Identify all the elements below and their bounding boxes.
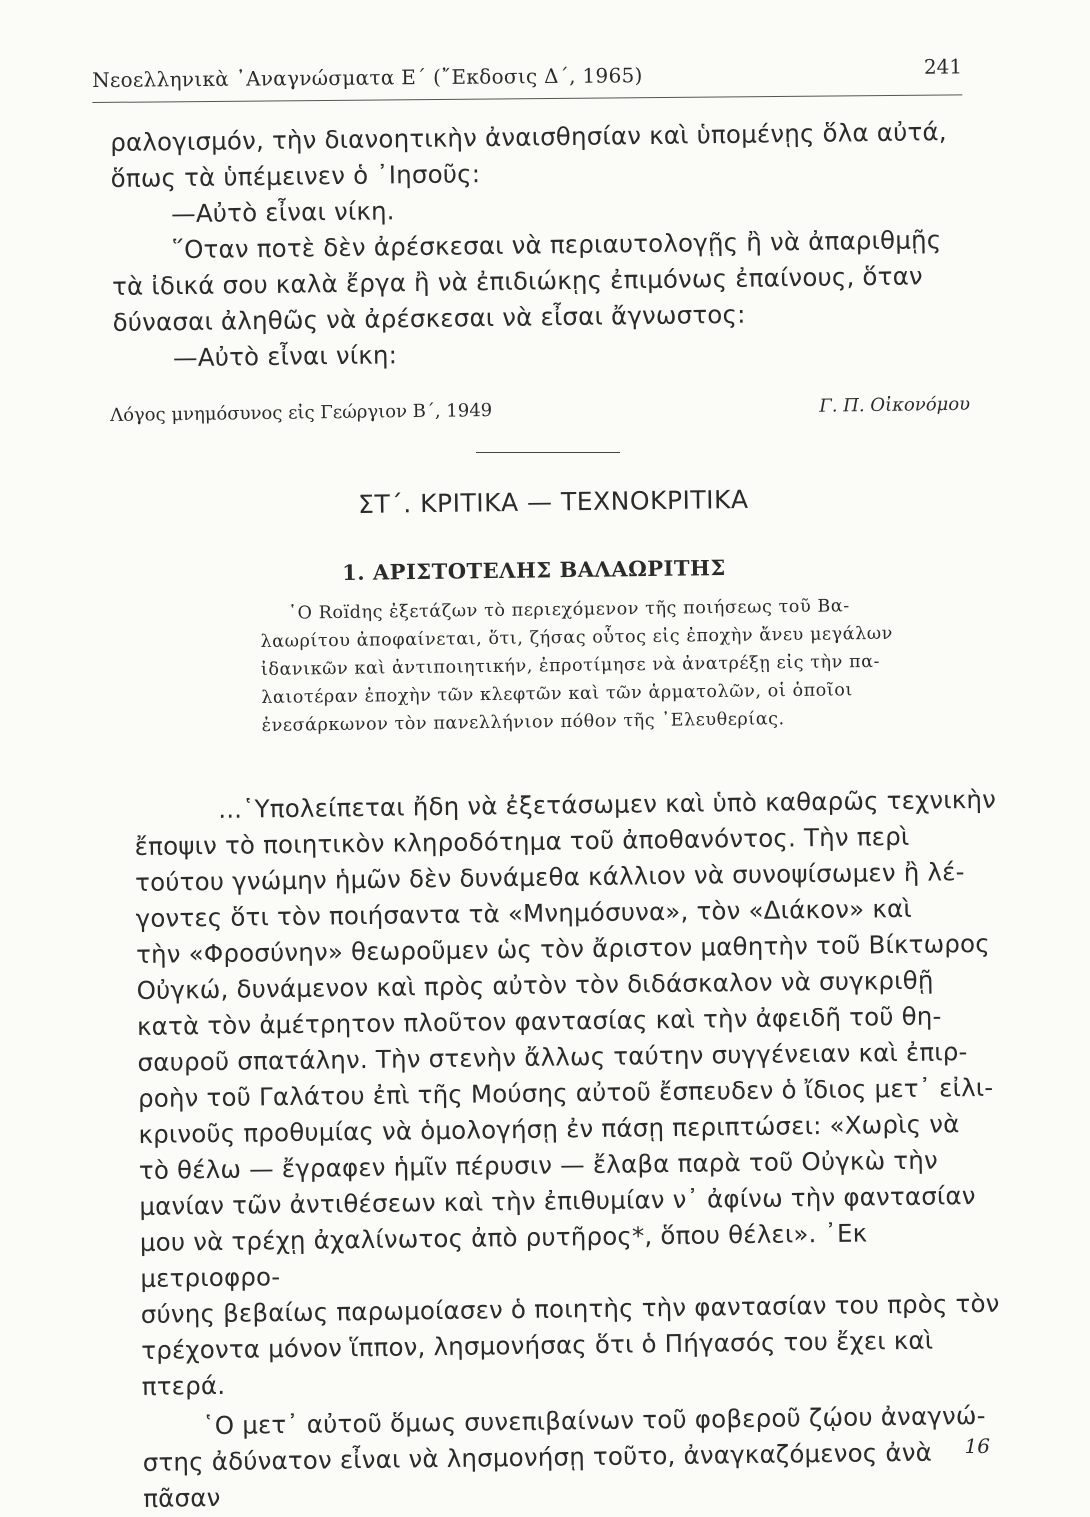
page-number: 241 bbox=[923, 54, 963, 79]
main-body bbox=[134, 782, 1005, 1517]
body-line: μου νὰ τρέχῃ ἀχαλίνωτος ἀπὸ ρυτῆρος*, ὅπου θέλει». ᾿Εκ μετριοφρο- bbox=[139, 1218, 868, 1293]
text-line: —Αὐτὸ εἶναι νίκη: bbox=[172, 340, 398, 373]
body-line: ῾Ο μετ᾿ αὐτοῦ ὅμως συνεπιβαίνων τοῦ φοβεροῦ ζῴου ἀναγνώ- bbox=[202, 1400, 986, 1441]
body-line: κατὰ τὸν ἀμέτρητον πλοῦτον φαντασίας καὶ τὴν ἀφειδῆ τοῦ θη- bbox=[136, 1001, 942, 1041]
body-line: τούτου γνώμην ἡμῶν δὲν δυνάμεθα κάλλιον νὰ συνοψίσωμεν ἢ λέ- bbox=[134, 857, 965, 897]
intro-line: λαωρίτου ἀποφαίνεται, ὅτι, ζήσας οὗτος εἰς ἐποχὴν ἄνευ μεγάλων bbox=[260, 623, 894, 652]
signature-folio: 16 bbox=[964, 1434, 990, 1458]
source-author: Γ. Π. Οἰκονόμου bbox=[819, 393, 971, 417]
closing-text-block bbox=[110, 114, 983, 377]
text-line: —Αὐτὸ εἶναι νίκη. bbox=[170, 196, 395, 229]
body-line: τὴν «Φροσύνην» θεωροῦμεν ὡς τὸν ἄριστον μαθητὴν τοῦ Βίκτωρος bbox=[135, 928, 991, 969]
body-line: ἔποψιν τὸ ποιητικὸν κληροδότημα τοῦ ἀποθανόντος. Τὴν περὶ bbox=[134, 821, 910, 861]
text-line: ῞Οταν ποτὲ δὲν ἀρέσκεσαι νὰ περιαυτολογῇς ἢ νὰ ἀπαριθμῇς bbox=[171, 225, 942, 265]
intro-line: ῾Ο Roïdης ἐξετάζων τὸ περιεχόμενον τῆς ποιήσεως τοῦ Βα- bbox=[288, 596, 850, 624]
section-title: ΣΤ΄. ΚΡΙΤΙΚΑ — ΤΕΧΝΟΚΡΙΤΙΚΑ bbox=[358, 484, 749, 519]
body-line: στης ἀδύνατον εἶναι νὰ λησμονήσῃ τοῦτο, ἀναγκαζόμενος ἀνὰ πᾶσαν bbox=[142, 1437, 933, 1513]
body-line: γοντες ὅτι τὸν ποιήσαντα τὰ «Μνημόσυνα», τὸν «Διάκον» καὶ bbox=[135, 893, 913, 933]
body-line: πτερά. bbox=[141, 1370, 226, 1401]
chapter-title: 1. ΑΡΙΣΤΟΤΕΛΗΣ ΒΑΛΑΩΡΙΤΗΣ bbox=[342, 554, 726, 585]
section-divider bbox=[476, 452, 620, 453]
body-line: τρέχοντα μόνον ἵππον, λησμονήσας ὅτι ὁ Πήγασός του ἔχει καὶ bbox=[141, 1325, 934, 1365]
body-line: κρινοῦς προθυμίας νὰ ὁμολογήσῃ ἐν πάσῃ περιπτώσει: «Χωρὶς νὰ bbox=[138, 1109, 960, 1149]
source-signature bbox=[110, 394, 970, 435]
intro-line: ἰδανικῶν καὶ ἀντιποιητικήν, ἐπροτίμησε νὰ ἀνατρέξῃ εἰς τὴν πα- bbox=[260, 651, 881, 680]
body-line: ροὴν τοῦ Γαλάτου ἐπὶ τῆς Μούσης αὐτοῦ ἔσπευδεν ὁ ἴδιος μετ᾿ εἰλι- bbox=[137, 1072, 994, 1113]
source-speech: Λόγος μνημόσυνος εἰς Γεώργιον Β΄, 1949 bbox=[110, 399, 493, 426]
running-header bbox=[92, 54, 962, 103]
intro-line: λαιοτέραν ἐποχὴν τῶν κλεφτῶν καὶ τῶν ἁρματολῶν, οἱ ὁποῖοι bbox=[261, 680, 854, 708]
intro-paragraph bbox=[260, 591, 974, 740]
text-line: τὰ ἰδικά σου καλὰ ἔργα ἢ νὰ ἐπιδιώκῃς ἐπιμόνως ἐπαίνους, ὅταν bbox=[111, 261, 924, 301]
text-line: δύνασαι ἀληθῶς νὰ ἀρέσκεσαι νὰ εἶσαι ἄγνωστος: bbox=[112, 299, 746, 337]
body-line: τὸ θέλω — ἔγραφεν ἡμῖν πέρυσιν — ἔλαβα παρὰ τοῦ Οὐγκὼ τὴν bbox=[138, 1145, 939, 1185]
running-header-title: Νεοελληνικὰ ᾿Αναγνώσματα Ε΄ (῎Εκδοσις Δ΄, 1965) bbox=[92, 63, 643, 92]
body-line: Οὐγκώ, δυνάμενον καὶ πρὸς αὐτὸν τὸν διδάσκαλον νὰ συγκριθῇ bbox=[136, 965, 934, 1005]
text-line: ραλογισμόν, τὴν διανοητικὴν ἀναισθησίαν καὶ ὑπομένῃς ὅλα αὐτά, bbox=[110, 117, 947, 157]
intro-line: ἐνεσάρκωνον τὸν πανελλήνιον πόθον τῆς ᾿Ελευθερίας. bbox=[261, 709, 785, 736]
body-line: μανίαν τῶν ἀντιθέσεων καὶ τὴν ἐπιθυμίαν ν᾿ ἀφίνω τὴν φαντασίαν bbox=[139, 1181, 976, 1221]
text-line: ὅπως τὰ ὑπέμεινεν ὁ ᾿Ιησοῦς: bbox=[110, 159, 481, 193]
body-line: σύνης βεβαίως παρωμοίασεν ὁ ποιητὴς τὴν φαντασίαν του πρὸς τὸν bbox=[140, 1288, 1000, 1329]
body-line: σαυροῦ σπατάλην. Τὴν στενὴν ἄλλως ταύτην συγγένειαν καὶ ἐπιρ- bbox=[137, 1037, 968, 1077]
body-line: ...῾Υπολείπεται ἤδη νὰ ἐξετάσωμεν καὶ ὑπὸ καθαρῶς τεχνικὴν bbox=[218, 784, 997, 824]
